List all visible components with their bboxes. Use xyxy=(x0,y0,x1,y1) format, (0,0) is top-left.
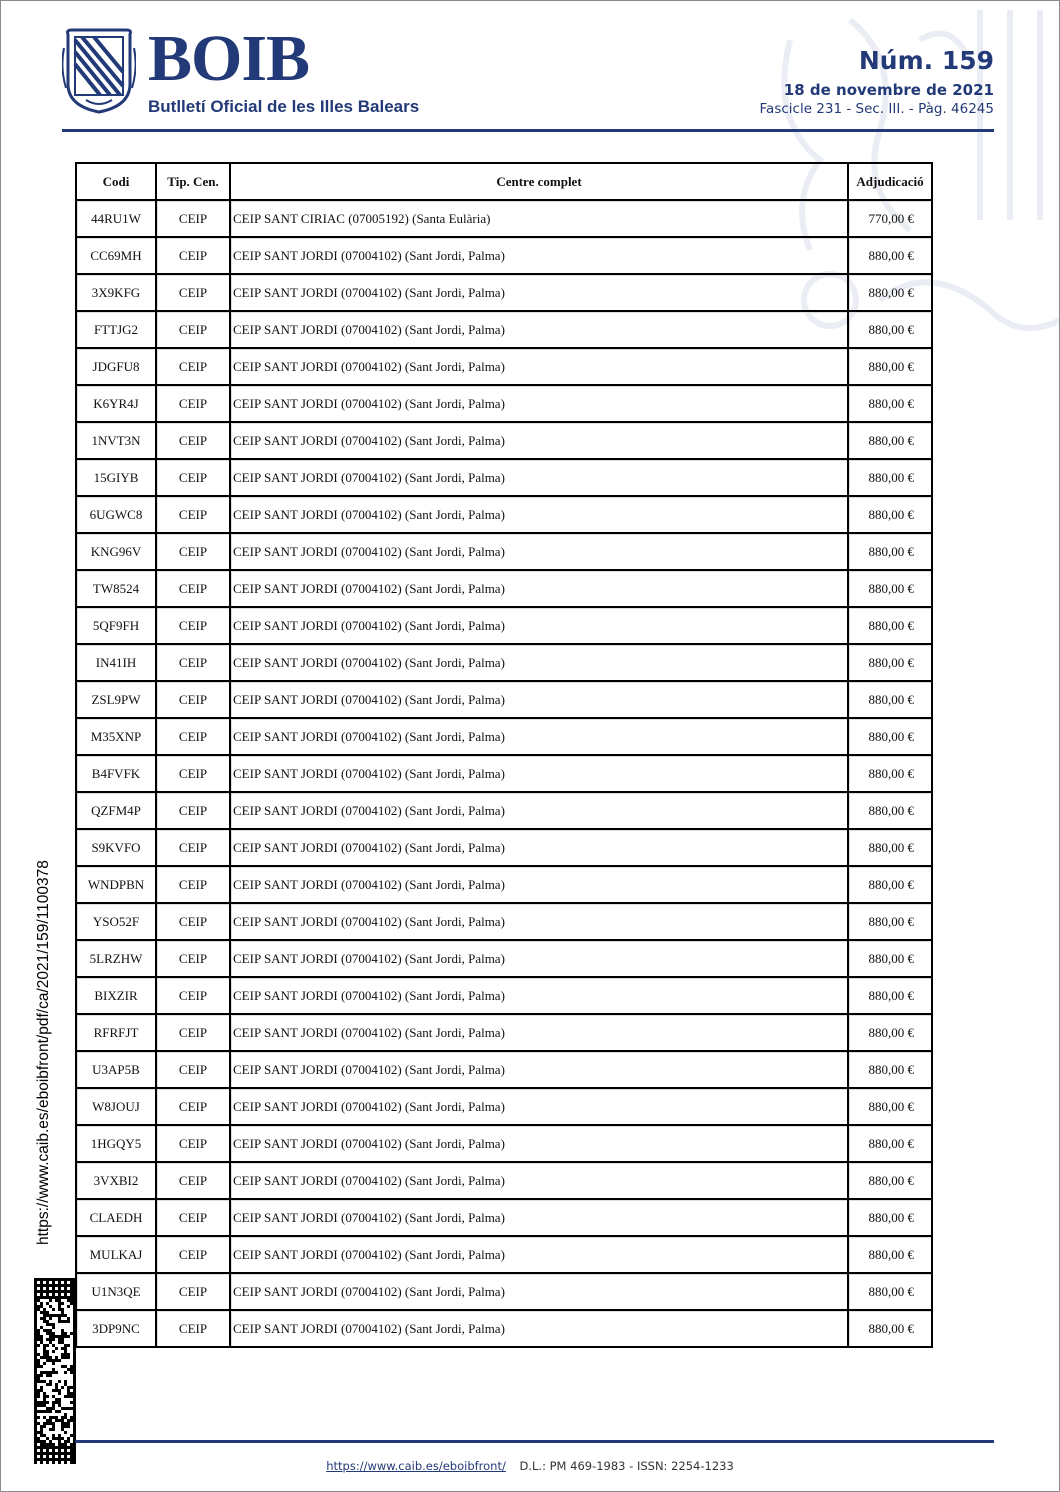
cell-codi: RFRFJT xyxy=(76,1014,156,1051)
table-row xyxy=(76,348,932,385)
cell-adjudicacio: 880,00 € xyxy=(848,1014,932,1051)
table-header-row xyxy=(76,163,932,200)
cell-codi: B4FVFK xyxy=(76,755,156,792)
table-row xyxy=(76,385,932,422)
cell-tipus-centre: CEIP xyxy=(156,422,230,459)
side-document-url: https://www.caib.es/eboibfront/pdf/ca/2021/159/1100378 xyxy=(35,860,52,1245)
brand-title: BOIB xyxy=(148,22,310,95)
cell-adjudicacio: 880,00 € xyxy=(848,940,932,977)
table-row xyxy=(76,1125,932,1162)
cell-codi: ZSL9PW xyxy=(76,681,156,718)
cell-tipus-centre: CEIP xyxy=(156,1014,230,1051)
cell-tipus-centre: CEIP xyxy=(156,274,230,311)
cell-centre-complet: CEIP SANT JORDI (07004102) (Sant Jordi, Palma) xyxy=(230,940,848,977)
cell-tipus-centre: CEIP xyxy=(156,1088,230,1125)
cell-codi: 1NVT3N xyxy=(76,422,156,459)
cell-adjudicacio: 880,00 € xyxy=(848,829,932,866)
cell-codi: YSO52F xyxy=(76,903,156,940)
cell-centre-complet: CEIP SANT JORDI (07004102) (Sant Jordi, Palma) xyxy=(230,1199,848,1236)
cell-tipus-centre: CEIP xyxy=(156,977,230,1014)
cell-adjudicacio: 880,00 € xyxy=(848,1310,932,1347)
table-row xyxy=(76,1273,932,1310)
table-row xyxy=(76,570,932,607)
cell-codi: 44RU1W xyxy=(76,200,156,237)
cell-centre-complet: CEIP SANT JORDI (07004102) (Sant Jordi, Palma) xyxy=(230,570,848,607)
cell-codi: S9KVFO xyxy=(76,829,156,866)
cell-centre-complet: CEIP SANT JORDI (07004102) (Sant Jordi, Palma) xyxy=(230,718,848,755)
cell-codi: JDGFU8 xyxy=(76,348,156,385)
cell-centre-complet: CEIP SANT JORDI (07004102) (Sant Jordi, Palma) xyxy=(230,496,848,533)
cell-adjudicacio: 880,00 € xyxy=(848,274,932,311)
cell-adjudicacio: 880,00 € xyxy=(848,385,932,422)
cell-adjudicacio: 880,00 € xyxy=(848,755,932,792)
cell-adjudicacio: 880,00 € xyxy=(848,311,932,348)
cell-centre-complet: CEIP SANT JORDI (07004102) (Sant Jordi, Palma) xyxy=(230,237,848,274)
cell-codi: 3VXBI2 xyxy=(76,1162,156,1199)
cell-tipus-centre: CEIP xyxy=(156,792,230,829)
cell-codi: W8JOUJ xyxy=(76,1088,156,1125)
cell-codi: K6YR4J xyxy=(76,385,156,422)
cell-adjudicacio: 880,00 € xyxy=(848,718,932,755)
table-row xyxy=(76,1310,932,1347)
table-row xyxy=(76,274,932,311)
footer-legal: D.L.: PM 469-1983 - ISSN: 2254-1233 xyxy=(519,1459,734,1473)
cell-adjudicacio: 770,00 € xyxy=(848,200,932,237)
cell-centre-complet: CEIP SANT JORDI (07004102) (Sant Jordi, Palma) xyxy=(230,385,848,422)
cell-centre-complet: CEIP SANT JORDI (07004102) (Sant Jordi, Palma) xyxy=(230,1273,848,1310)
cell-tipus-centre: CEIP xyxy=(156,1310,230,1347)
table-row xyxy=(76,977,932,1014)
cell-codi: 15GIYB xyxy=(76,459,156,496)
column-header-codi: Codi xyxy=(76,163,156,200)
cell-centre-complet: CEIP SANT JORDI (07004102) (Sant Jordi, Palma) xyxy=(230,977,848,1014)
brand-subtitle: Butlletí Oficial de les Illes Balears xyxy=(148,97,420,116)
cell-tipus-centre: CEIP xyxy=(156,718,230,755)
table-row xyxy=(76,311,932,348)
table-row xyxy=(76,681,932,718)
cell-adjudicacio: 880,00 € xyxy=(848,1125,932,1162)
cell-centre-complet: CEIP SANT JORDI (07004102) (Sant Jordi, Palma) xyxy=(230,1162,848,1199)
table-row xyxy=(76,1051,932,1088)
column-header-tipus-centre: Tip. Cen. xyxy=(156,163,230,200)
cell-codi: 3X9KFG xyxy=(76,274,156,311)
cell-codi: M35XNP xyxy=(76,718,156,755)
cell-centre-complet: CEIP SANT JORDI (07004102) (Sant Jordi, Palma) xyxy=(230,681,848,718)
cell-adjudicacio: 880,00 € xyxy=(848,1051,932,1088)
cell-codi: U3AP5B xyxy=(76,1051,156,1088)
cell-centre-complet: CEIP SANT JORDI (07004102) (Sant Jordi, Palma) xyxy=(230,1310,848,1347)
column-header-centre-complet: Centre complet xyxy=(230,163,848,200)
cell-codi: QZFM4P xyxy=(76,792,156,829)
cell-codi: 5QF9FH xyxy=(76,607,156,644)
cell-tipus-centre: CEIP xyxy=(156,1051,230,1088)
cell-centre-complet: CEIP SANT JORDI (07004102) (Sant Jordi, Palma) xyxy=(230,311,848,348)
cell-adjudicacio: 880,00 € xyxy=(848,422,932,459)
column-header-adjudicacio: Adjudicació xyxy=(848,163,932,200)
cell-adjudicacio: 880,00 € xyxy=(848,903,932,940)
cell-tipus-centre: CEIP xyxy=(156,311,230,348)
cell-centre-complet: CEIP SANT JORDI (07004102) (Sant Jordi, Palma) xyxy=(230,459,848,496)
cell-adjudicacio: 880,00 € xyxy=(848,644,932,681)
table-row xyxy=(76,940,932,977)
cell-tipus-centre: CEIP xyxy=(156,903,230,940)
footer-rule xyxy=(75,1440,994,1443)
table-row xyxy=(76,422,932,459)
cell-codi: 5LRZHW xyxy=(76,940,156,977)
table-row xyxy=(76,237,932,274)
table-row xyxy=(76,829,932,866)
cell-centre-complet: CEIP SANT JORDI (07004102) (Sant Jordi, Palma) xyxy=(230,533,848,570)
footer-url-link[interactable]: https://www.caib.es/eboibfront/ xyxy=(326,1459,506,1473)
issue-number: Núm. 159 xyxy=(858,46,994,75)
cell-tipus-centre: CEIP xyxy=(156,866,230,903)
cell-codi: U1N3QE xyxy=(76,1273,156,1310)
cell-tipus-centre: CEIP xyxy=(156,607,230,644)
cell-centre-complet: CEIP SANT JORDI (07004102) (Sant Jordi, Palma) xyxy=(230,755,848,792)
cell-adjudicacio: 880,00 € xyxy=(848,792,932,829)
cell-adjudicacio: 880,00 € xyxy=(848,1273,932,1310)
cell-adjudicacio: 880,00 € xyxy=(848,607,932,644)
cell-adjudicacio: 880,00 € xyxy=(848,977,932,1014)
table-row xyxy=(76,607,932,644)
cell-codi: CLAEDH xyxy=(76,1199,156,1236)
fascicle-info: Fascicle 231 - Sec. III. - Pàg. 46245 xyxy=(759,101,994,117)
table-row xyxy=(76,792,932,829)
boib-shield-logo-icon xyxy=(62,28,136,114)
cell-codi: TW8524 xyxy=(76,570,156,607)
cell-codi: 3DP9NC xyxy=(76,1310,156,1347)
cell-codi: FTTJG2 xyxy=(76,311,156,348)
cell-tipus-centre: CEIP xyxy=(156,570,230,607)
cell-tipus-centre: CEIP xyxy=(156,1273,230,1310)
footer xyxy=(0,1459,1060,1473)
cell-centre-complet: CEIP SANT JORDI (07004102) (Sant Jordi, Palma) xyxy=(230,866,848,903)
cell-tipus-centre: CEIP xyxy=(156,385,230,422)
cell-tipus-centre: CEIP xyxy=(156,1162,230,1199)
cell-tipus-centre: CEIP xyxy=(156,348,230,385)
table-row xyxy=(76,459,932,496)
cell-adjudicacio: 880,00 € xyxy=(848,533,932,570)
cell-tipus-centre: CEIP xyxy=(156,237,230,274)
cell-adjudicacio: 880,00 € xyxy=(848,866,932,903)
cell-tipus-centre: CEIP xyxy=(156,755,230,792)
cell-centre-complet: CEIP SANT JORDI (07004102) (Sant Jordi, Palma) xyxy=(230,1125,848,1162)
cell-tipus-centre: CEIP xyxy=(156,940,230,977)
cell-tipus-centre: CEIP xyxy=(156,1125,230,1162)
table-row xyxy=(76,903,932,940)
cell-codi: 6UGWC8 xyxy=(76,496,156,533)
cell-centre-complet: CEIP SANT JORDI (07004102) (Sant Jordi, Palma) xyxy=(230,1014,848,1051)
cell-centre-complet: CEIP SANT JORDI (07004102) (Sant Jordi, Palma) xyxy=(230,829,848,866)
cell-tipus-centre: CEIP xyxy=(156,1236,230,1273)
table-row xyxy=(76,1236,932,1273)
cell-codi: MULKAJ xyxy=(76,1236,156,1273)
table-row xyxy=(76,718,932,755)
table-row xyxy=(76,1088,932,1125)
cell-codi: CC69MH xyxy=(76,237,156,274)
table-row xyxy=(76,1014,932,1051)
cell-centre-complet: CEIP SANT JORDI (07004102) (Sant Jordi, Palma) xyxy=(230,1051,848,1088)
cell-adjudicacio: 880,00 € xyxy=(848,1199,932,1236)
cell-adjudicacio: 880,00 € xyxy=(848,570,932,607)
cell-centre-complet: CEIP SANT JORDI (07004102) (Sant Jordi, Palma) xyxy=(230,1236,848,1273)
header-rule xyxy=(62,129,994,132)
cell-centre-complet: CEIP SANT JORDI (07004102) (Sant Jordi, Palma) xyxy=(230,792,848,829)
cell-adjudicacio: 880,00 € xyxy=(848,496,932,533)
table-row xyxy=(76,755,932,792)
table-row xyxy=(76,1162,932,1199)
table-row xyxy=(76,533,932,570)
table-row xyxy=(76,1199,932,1236)
cell-centre-complet: CEIP SANT JORDI (07004102) (Sant Jordi, Palma) xyxy=(230,644,848,681)
table-row xyxy=(76,644,932,681)
issue-date: 18 de novembre de 2021 xyxy=(783,81,994,99)
cell-centre-complet: CEIP SANT JORDI (07004102) (Sant Jordi, Palma) xyxy=(230,1088,848,1125)
cell-adjudicacio: 880,00 € xyxy=(848,1162,932,1199)
cell-codi: IN41IH xyxy=(76,644,156,681)
cell-adjudicacio: 880,00 € xyxy=(848,1088,932,1125)
cell-adjudicacio: 880,00 € xyxy=(848,237,932,274)
table-row xyxy=(76,496,932,533)
table-row xyxy=(76,200,932,237)
cell-centre-complet: CEIP SANT JORDI (07004102) (Sant Jordi, Palma) xyxy=(230,903,848,940)
cell-tipus-centre: CEIP xyxy=(156,459,230,496)
cell-centre-complet: CEIP SANT CIRIAC (07005192) (Santa Eulària) xyxy=(230,200,848,237)
cell-codi: BIXZIR xyxy=(76,977,156,1014)
table-row xyxy=(76,866,932,903)
cell-tipus-centre: CEIP xyxy=(156,533,230,570)
cell-tipus-centre: CEIP xyxy=(156,496,230,533)
cell-codi: 1HGQY5 xyxy=(76,1125,156,1162)
adjudication-table xyxy=(75,162,933,1348)
cell-adjudicacio: 880,00 € xyxy=(848,681,932,718)
datamatrix-barcode-icon xyxy=(34,1278,76,1464)
cell-tipus-centre: CEIP xyxy=(156,200,230,237)
cell-tipus-centre: CEIP xyxy=(156,681,230,718)
cell-codi: WNDPBN xyxy=(76,866,156,903)
cell-adjudicacio: 880,00 € xyxy=(848,459,932,496)
cell-adjudicacio: 880,00 € xyxy=(848,348,932,385)
cell-centre-complet: CEIP SANT JORDI (07004102) (Sant Jordi, Palma) xyxy=(230,422,848,459)
cell-adjudicacio: 880,00 € xyxy=(848,1236,932,1273)
cell-tipus-centre: CEIP xyxy=(156,829,230,866)
cell-centre-complet: CEIP SANT JORDI (07004102) (Sant Jordi, Palma) xyxy=(230,607,848,644)
cell-tipus-centre: CEIP xyxy=(156,1199,230,1236)
cell-codi: KNG96V xyxy=(76,533,156,570)
cell-centre-complet: CEIP SANT JORDI (07004102) (Sant Jordi, Palma) xyxy=(230,348,848,385)
cell-centre-complet: CEIP SANT JORDI (07004102) (Sant Jordi, Palma) xyxy=(230,274,848,311)
cell-tipus-centre: CEIP xyxy=(156,644,230,681)
